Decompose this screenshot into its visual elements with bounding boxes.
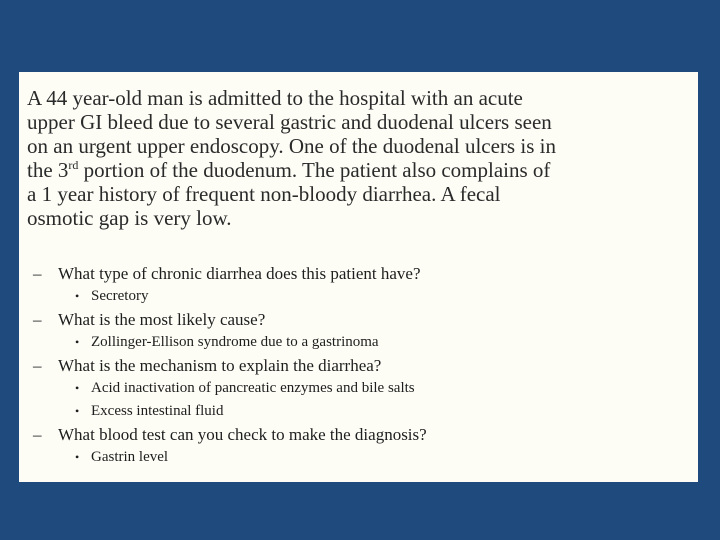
question-text: What is the mechanism to explain the diarrhea? [58,356,382,375]
case-line: the 3 [27,158,69,182]
case-description [27,86,687,230]
case-line: upper GI bleed due to several gastric and duodenal ulcers seen [27,110,552,134]
bullet-icon: • [75,335,80,349]
case-line: a 1 year history of frequent non-bloody diarrhea. A fecal [27,182,501,206]
question-item [33,262,673,285]
question-item [33,354,673,377]
case-line: on an urgent upper endoscopy. One of the duodenal ulcers is in [27,134,556,158]
case-line: osmotic gap is very low. [27,206,232,230]
answer-item [33,446,673,469]
answer-text: Secretory [91,288,149,304]
question-answer-list [33,262,673,469]
bullet-icon: • [75,289,80,303]
answer-text: Gastrin level [91,449,169,465]
answer-text: Acid inactivation of pancreatic enzymes and bile salts [91,380,415,396]
case-line: portion of the duodenum. The patient also complains of [78,158,551,182]
answer-text: Zollinger-Ellison syndrome due to a gastrinoma [91,334,379,350]
question-item [33,423,673,446]
question-text: What blood test can you check to make the diagnosis? [58,425,427,444]
answer-item [33,400,673,423]
dash-marker: – [33,264,42,283]
question-text: What type of chronic diarrhea does this patient have? [58,264,421,283]
answer-item [33,285,673,308]
bullet-icon: • [75,404,80,418]
bullet-icon: • [75,381,80,395]
answer-item [33,377,673,400]
answer-item [33,331,673,354]
ordinal-suffix: rd [68,158,79,172]
dash-marker: – [33,310,42,329]
question-item [33,308,673,331]
question-text: What is the most likely cause? [58,310,266,329]
slide-content-panel [19,72,698,482]
answer-text: Excess intestinal fluid [91,403,224,419]
dash-marker: – [33,356,42,375]
bullet-icon: • [75,450,80,464]
case-line: A 44 year-old man is admitted to the hospital with an acute [27,86,523,110]
dash-marker: – [33,425,42,444]
